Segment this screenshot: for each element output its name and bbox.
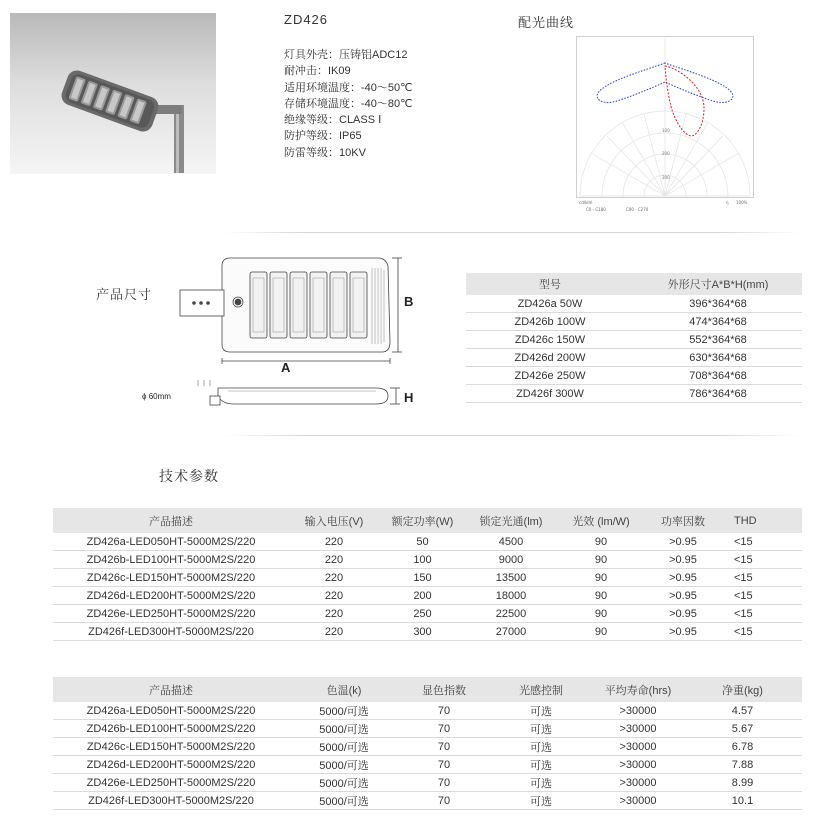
table-row — [53, 551, 802, 569]
voltage-cell: 220 — [289, 605, 379, 623]
flux-cell: 4500 — [466, 533, 556, 551]
cri-cell: 70 — [399, 774, 489, 792]
header-dimensions: 外形尺寸A*B*H(mm) — [634, 273, 802, 295]
color-temp-cell: 5000/可选 — [289, 792, 399, 810]
power-cell: 50 — [379, 533, 466, 551]
dimension-b-label: B — [404, 294, 414, 309]
header-photo-sensor: 光感控制 — [489, 677, 593, 702]
color-temp-cell: 5000/可选 — [289, 738, 399, 756]
param-table2-body — [53, 702, 802, 810]
thd-cell: <15 — [720, 551, 802, 569]
section-divider — [222, 232, 802, 233]
description-cell: ZD426d-LED200HT-5000M2S/220 — [53, 756, 289, 774]
header-description: 产品描述 — [53, 508, 289, 533]
power-factor-cell: >0.95 — [646, 551, 720, 569]
net-weight-cell: 7.88 — [683, 756, 802, 774]
dimension-drawing — [138, 252, 428, 417]
table-row — [466, 313, 802, 331]
spec-storage-temp: 存储环境温度：-40～80℃ — [284, 97, 413, 110]
efficacy-cell: 90 — [556, 605, 646, 623]
thd-cell: <15 — [720, 569, 802, 587]
power-cell: 150 — [379, 569, 466, 587]
thd-cell: <15 — [720, 533, 802, 551]
param-table1-header — [53, 508, 802, 533]
photo-sensor-cell: 可选 — [489, 774, 593, 792]
voltage-cell: 220 — [289, 623, 379, 641]
header-thd: THD — [720, 508, 802, 533]
header-color-temp: 色温(k) — [289, 677, 399, 702]
description-cell: ZD426b-LED100HT-5000M2S/220 — [53, 720, 289, 738]
size-cell: 552*364*68 — [634, 331, 802, 349]
color-temp-cell: 5000/可选 — [289, 756, 399, 774]
spec-operating-temp: 适用环境温度：-40～50℃ — [284, 81, 413, 94]
size-cell: 708*364*68 — [634, 367, 802, 385]
power-cell: 300 — [379, 623, 466, 641]
radial-label-200: 200 — [662, 151, 670, 156]
description-cell: ZD426c-LED150HT-5000M2S/220 — [53, 569, 289, 587]
description-cell: ZD426a-LED050HT-5000M2S/220 — [53, 533, 289, 551]
power-factor-cell: >0.95 — [646, 533, 720, 551]
dimensions-label: 产品尺寸 — [96, 287, 153, 302]
table-row — [466, 367, 802, 385]
param-table1-body — [53, 533, 802, 641]
lifetime-cell: >30000 — [593, 756, 683, 774]
spec-ip-rating: 防护等级：IP65 — [284, 130, 362, 143]
table-row — [53, 623, 802, 641]
table-row — [53, 533, 802, 551]
power-cell: 200 — [379, 587, 466, 605]
description-cell: ZD426b-LED100HT-5000M2S/220 — [53, 551, 289, 569]
table-row — [466, 349, 802, 367]
header-description: 产品描述 — [53, 677, 289, 702]
spec-list — [284, 47, 413, 161]
net-weight-cell: 8.99 — [683, 774, 802, 792]
net-weight-cell: 4.57 — [683, 702, 802, 720]
color-temp-cell: 5000/可选 — [289, 702, 399, 720]
lifetime-cell: >30000 — [593, 702, 683, 720]
radial-label-100: 100 — [662, 128, 670, 133]
header-model: 型号 — [466, 273, 634, 295]
cri-cell: 70 — [399, 738, 489, 756]
table-row — [53, 720, 802, 738]
spec-impact: 耐冲击：IK09 — [284, 65, 351, 78]
light-curve-title: 配光曲线 — [518, 15, 575, 30]
lifetime-cell: >30000 — [593, 792, 683, 810]
description-cell: ZD426d-LED200HT-5000M2S/220 — [53, 587, 289, 605]
description-cell: ZD426e-LED250HT-5000M2S/220 — [53, 774, 289, 792]
table-row — [53, 792, 802, 810]
lifetime-cell: >30000 — [593, 720, 683, 738]
thd-cell: <15 — [720, 605, 802, 623]
efficacy-cell: 90 — [556, 569, 646, 587]
size-cell: 786*364*68 — [634, 385, 802, 403]
color-temp-cell: 5000/可选 — [289, 720, 399, 738]
spec-insulation: 绝缘等级：CLASS Ⅰ — [284, 114, 382, 127]
dimension-a-label: A — [281, 360, 291, 375]
legend-c0: C0 - C180 — [586, 207, 606, 212]
table-row — [53, 738, 802, 756]
thd-cell: <15 — [720, 623, 802, 641]
header-power: 额定功率(W) — [379, 508, 466, 533]
technical-drawing-svg — [138, 252, 428, 417]
header-net-weight: 净重(kg) — [683, 677, 802, 702]
cd-unit-label: cd/klm — [579, 200, 593, 205]
street-light-image — [10, 13, 216, 174]
flux-cell: 13500 — [466, 569, 556, 587]
flux-cell: 27000 — [466, 623, 556, 641]
model-cell: ZD426b 100W — [466, 313, 634, 331]
table-row — [53, 587, 802, 605]
section-divider — [222, 435, 802, 436]
voltage-cell: 220 — [289, 533, 379, 551]
voltage-cell: 220 — [289, 551, 379, 569]
header-voltage: 输入电压(V) — [289, 508, 379, 533]
net-weight-cell: 5.67 — [683, 720, 802, 738]
photo-sensor-cell: 可选 — [489, 702, 593, 720]
power-factor-cell: >0.95 — [646, 623, 720, 641]
electrical-params-table — [53, 508, 802, 641]
voltage-cell: 220 — [289, 569, 379, 587]
table-row — [53, 756, 802, 774]
spec-surge: 防雷等级：10KV — [284, 146, 366, 159]
photo-sensor-cell: 可选 — [489, 738, 593, 756]
model-cell: ZD426d 200W — [466, 349, 634, 367]
description-cell: ZD426c-LED150HT-5000M2S/220 — [53, 738, 289, 756]
polar-chart-svg — [576, 36, 754, 214]
flux-cell: 18000 — [466, 587, 556, 605]
efficacy-cell: 90 — [556, 551, 646, 569]
table-row — [53, 774, 802, 792]
percent-label: 100% — [736, 200, 748, 205]
size-cell: 396*364*68 — [634, 295, 802, 313]
power-factor-cell: >0.95 — [646, 569, 720, 587]
header-flux: 锁定光通(lm) — [466, 508, 556, 533]
thd-cell: <15 — [720, 587, 802, 605]
cri-cell: 70 — [399, 792, 489, 810]
spec-housing: 灯具外壳：压铸铝ADC12 — [284, 49, 408, 61]
color-temp-cell: 5000/可选 — [289, 774, 399, 792]
pole-diameter-label: ϕ 60mm — [142, 392, 171, 401]
flux-cell: 22500 — [466, 605, 556, 623]
model-title: ZD426 — [284, 12, 329, 27]
cri-cell: 70 — [399, 756, 489, 774]
polar-diagram — [576, 36, 754, 214]
header-cri: 显色指数 — [399, 677, 489, 702]
cri-cell: 70 — [399, 702, 489, 720]
model-cell: ZD426f 300W — [466, 385, 634, 403]
efficacy-cell: 90 — [556, 623, 646, 641]
flux-cell: 9000 — [466, 551, 556, 569]
lifetime-cell: >30000 — [593, 738, 683, 756]
tech-params-title: 技术参数 — [159, 468, 219, 484]
power-cell: 250 — [379, 605, 466, 623]
radial-label-300: 300 — [662, 175, 670, 180]
table-row — [53, 605, 802, 623]
photo-sensor-cell: 可选 — [489, 720, 593, 738]
model-cell: ZD426c 150W — [466, 331, 634, 349]
optical-params-table — [53, 677, 802, 810]
description-cell: ZD426a-LED050HT-5000M2S/220 — [53, 702, 289, 720]
product-photo — [10, 13, 216, 174]
description-cell: ZD426f-LED300HT-5000M2S/220 — [53, 623, 289, 641]
table-row — [53, 702, 802, 720]
power-factor-cell: >0.95 — [646, 605, 720, 623]
dimension-h-label: H — [404, 390, 414, 405]
size-table — [466, 273, 802, 403]
table-row — [53, 569, 802, 587]
efficacy-cell: 90 — [556, 587, 646, 605]
photo-sensor-cell: 可选 — [489, 756, 593, 774]
param-table2-header — [53, 677, 802, 702]
description-cell: ZD426e-LED250HT-5000M2S/220 — [53, 605, 289, 623]
power-factor-cell: >0.95 — [646, 587, 720, 605]
header-power-factor: 功率因数 — [646, 508, 720, 533]
model-cell: ZD426a 50W — [466, 295, 634, 313]
header-lifetime: 平均寿命(hrs) — [593, 677, 683, 702]
power-cell: 100 — [379, 551, 466, 569]
voltage-cell: 220 — [289, 587, 379, 605]
description-cell: ZD426f-LED300HT-5000M2S/220 — [53, 792, 289, 810]
size-cell: 630*364*68 — [634, 349, 802, 367]
cri-cell: 70 — [399, 720, 489, 738]
table-row — [466, 295, 802, 313]
table-row — [466, 331, 802, 349]
header-efficacy: 光效 (lm/W) — [556, 508, 646, 533]
efficacy-cell: 90 — [556, 533, 646, 551]
eta-label: η — [726, 200, 729, 205]
table-row — [466, 385, 802, 403]
net-weight-cell: 6.78 — [683, 738, 802, 756]
size-table-header — [466, 273, 802, 295]
model-cell: ZD426e 250W — [466, 367, 634, 385]
net-weight-cell: 10.1 — [683, 792, 802, 810]
lifetime-cell: >30000 — [593, 774, 683, 792]
photo-sensor-cell: 可选 — [489, 792, 593, 810]
legend-c90: C90 - C270 — [626, 207, 649, 212]
size-cell: 474*364*68 — [634, 313, 802, 331]
